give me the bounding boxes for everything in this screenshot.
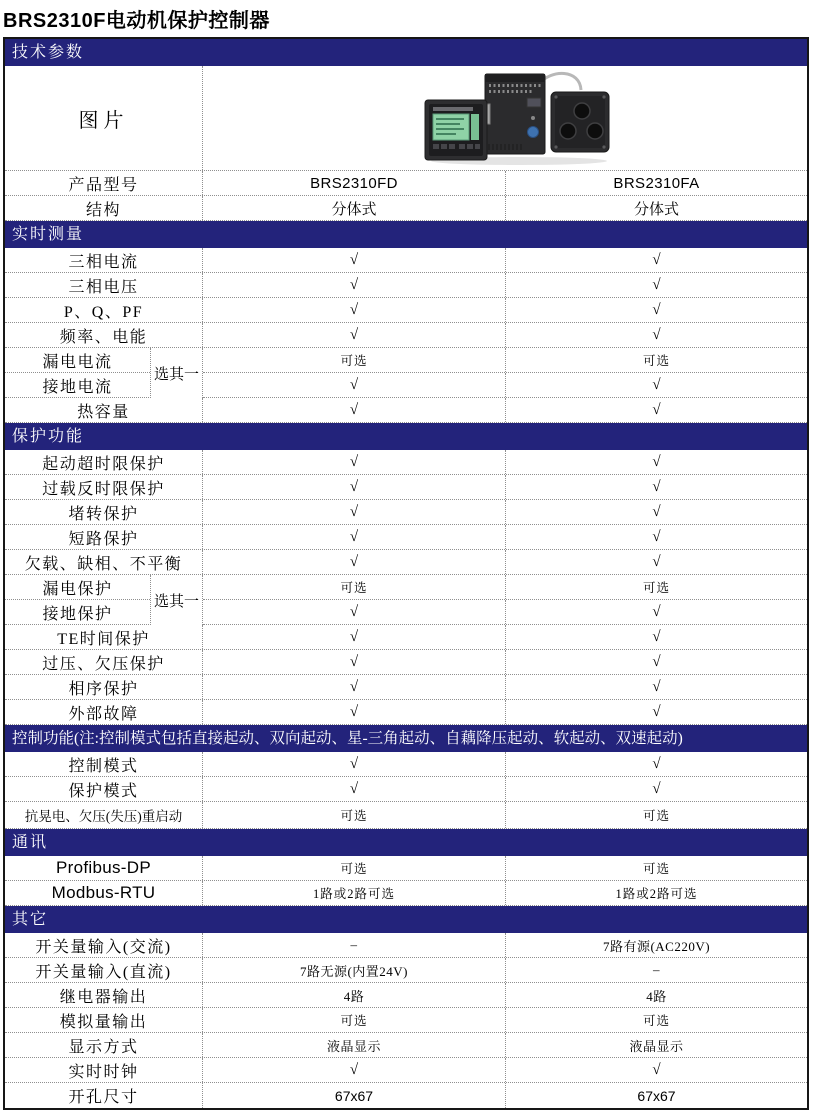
- choose-one-label: 选其一: [151, 348, 203, 398]
- row-value-1: √: [203, 450, 506, 474]
- spec-row: [5, 298, 807, 323]
- section-header-comm: 通讯: [5, 829, 807, 856]
- model-col1: BRS2310FD: [203, 171, 506, 195]
- spec-row: [5, 856, 807, 881]
- spec-row: [5, 248, 807, 273]
- section-header-control: 控制功能(注:控制模式包括直接起动、双向起动、星-三角起动、自藕降压起动、软起动、双速起动): [5, 725, 807, 752]
- row-value-1: √: [203, 525, 506, 549]
- row-value-1: √: [203, 475, 506, 499]
- spec-row: [5, 450, 807, 475]
- structure-label: 结构: [5, 196, 203, 220]
- product-image: [423, 70, 618, 166]
- row-value-2: √: [652, 401, 661, 418]
- page-title: BRS2310F电动机保护控制器: [3, 10, 270, 32]
- row-value-2: √: [652, 276, 661, 293]
- section-header-tech-params: 技术参数: [5, 39, 807, 66]
- spec-row: [5, 650, 807, 675]
- lcd-screen: [433, 114, 469, 140]
- spec-table: [3, 37, 809, 1110]
- row-value-1: 67x67: [203, 1083, 506, 1108]
- row-label: P、Q、PF: [5, 298, 203, 322]
- spec-row: [5, 273, 807, 298]
- row-label: 外部故障: [5, 700, 203, 724]
- choose-one-group-measure: [5, 348, 807, 398]
- row-value-1: √: [203, 650, 506, 674]
- row-value-1: √: [203, 248, 506, 272]
- row-label: Modbus-RTU: [5, 881, 203, 905]
- row-label: 三相电流: [5, 248, 203, 272]
- structure-row: [5, 196, 807, 221]
- group-top-label: 漏电电流: [5, 348, 150, 373]
- row-value-2: √: [652, 301, 661, 318]
- row-value-2: √: [652, 478, 661, 495]
- row-value-1: √: [203, 700, 506, 724]
- row-value-1: √: [203, 1058, 506, 1082]
- row-value-2: √: [652, 678, 661, 695]
- section-header-realtime: 实时测量: [5, 221, 807, 248]
- row-value-1: √: [203, 752, 506, 776]
- structure-col2: 分体式: [633, 201, 679, 218]
- model-col2: BRS2310FA: [613, 174, 700, 192]
- row-value-2: √: [652, 503, 661, 520]
- row-value-2: 7路有源(AC220V): [602, 938, 711, 954]
- row-label: TE时间保护: [5, 625, 203, 649]
- choose-one-label: 选其一: [151, 575, 203, 625]
- section-header-other: 其它: [5, 906, 807, 933]
- model-row: [5, 171, 807, 196]
- spec-row: [5, 933, 807, 958]
- row-value-2: 67x67: [637, 1087, 676, 1104]
- row-label: 过载反时限保护: [5, 475, 203, 499]
- row-value-1: √: [203, 550, 506, 574]
- spec-row: [5, 398, 807, 423]
- row-value-2: 可选: [642, 809, 670, 823]
- model-label: 产品型号: [5, 171, 203, 195]
- group-bottom-value-1: √: [203, 600, 506, 624]
- row-label: 保护模式: [5, 777, 203, 801]
- spec-row: [5, 1008, 807, 1033]
- row-value-2: –: [653, 962, 660, 977]
- row-value-2: 1路或2路可选: [615, 887, 698, 901]
- spec-row: [5, 983, 807, 1008]
- row-label: 显示方式: [5, 1033, 203, 1057]
- row-label: 频率、电能: [5, 323, 203, 347]
- row-value-1: 可选: [203, 856, 506, 880]
- row-value-2: √: [652, 326, 661, 343]
- row-value-1: √: [203, 777, 506, 801]
- spec-row: [5, 752, 807, 777]
- row-value-2: √: [652, 780, 661, 797]
- row-value-2: 4路: [646, 988, 667, 1004]
- row-label: 热容量: [5, 398, 203, 422]
- row-value-1: 液晶显示: [203, 1033, 506, 1057]
- spec-row: [5, 777, 807, 802]
- group-top-value-2: 可选: [642, 354, 670, 368]
- row-label: 继电器输出: [5, 983, 203, 1007]
- current-transformer-image: [551, 92, 609, 152]
- spec-row: [5, 1033, 807, 1058]
- row-value-1: 可选: [203, 1008, 506, 1032]
- row-label: 实时时钟: [5, 1058, 203, 1082]
- row-value-2: √: [652, 453, 661, 470]
- section-header-protection: 保护功能: [5, 423, 807, 450]
- product-image-cell: [203, 66, 807, 170]
- spec-row: [5, 475, 807, 500]
- group-top-value-2: 可选: [642, 581, 670, 595]
- row-value-2: √: [652, 1061, 661, 1078]
- spec-row: [5, 323, 807, 348]
- row-value-1: 可选: [203, 802, 506, 828]
- row-value-1: –: [203, 933, 506, 957]
- choose-one-values: [203, 575, 807, 625]
- spec-row: [5, 802, 807, 829]
- group-bottom-label: 接地电流: [42, 378, 113, 396]
- row-label: 控制模式: [5, 752, 203, 776]
- row-value-1: √: [203, 298, 506, 322]
- choose-one-group-protect: [5, 575, 807, 625]
- row-label: 三相电压: [5, 273, 203, 297]
- image-row-label: 图片: [5, 66, 203, 170]
- row-label: 堵转保护: [5, 500, 203, 524]
- spec-row: [5, 675, 807, 700]
- group-top-label: 漏电保护: [5, 575, 150, 600]
- row-label: 抗晃电、欠压(失压)重启动: [5, 802, 203, 828]
- row-value-1: 7路无源(内置24V): [203, 958, 506, 982]
- controller-module-image: [485, 74, 545, 154]
- display-unit-image: [425, 100, 487, 160]
- spec-row: [5, 881, 807, 906]
- group-bottom-value-1: √: [203, 373, 506, 397]
- row-label: 相序保护: [5, 675, 203, 699]
- row-label: 过压、欠压保护: [5, 650, 203, 674]
- spec-row: [5, 700, 807, 725]
- row-value-2: √: [652, 703, 661, 720]
- row-label: 开孔尺寸: [5, 1083, 203, 1108]
- choose-one-left: [5, 348, 151, 398]
- row-value-1: √: [203, 323, 506, 347]
- row-label: 开关量输入(交流): [5, 933, 203, 957]
- row-value-2: √: [652, 628, 661, 645]
- row-value-2: 可选: [642, 862, 670, 876]
- row-label: Profibus-DP: [5, 856, 203, 880]
- row-value-1: √: [203, 273, 506, 297]
- spec-row: [5, 1058, 807, 1083]
- image-row: [5, 66, 807, 171]
- group-top-value-1: 可选: [203, 575, 506, 599]
- row-value-1: 4路: [203, 983, 506, 1007]
- row-value-1: √: [203, 500, 506, 524]
- spec-row: [5, 550, 807, 575]
- row-value-2: √: [652, 528, 661, 545]
- row-value-2: √: [652, 553, 661, 570]
- row-value-2: √: [652, 251, 661, 268]
- structure-col1: 分体式: [203, 196, 506, 220]
- spec-row: [5, 525, 807, 550]
- row-value-2: √: [652, 755, 661, 772]
- group-bottom-value-2: √: [652, 376, 661, 393]
- group-bottom-label: 接地保护: [42, 605, 113, 623]
- row-value-2: 可选: [642, 1014, 670, 1028]
- row-value-1: 1路或2路可选: [203, 881, 506, 905]
- row-value-1: √: [203, 675, 506, 699]
- row-label: 起动超时限保护: [5, 450, 203, 474]
- row-label: 短路保护: [5, 525, 203, 549]
- spec-row: [5, 958, 807, 983]
- group-bottom-value-2: √: [652, 603, 661, 620]
- row-label: 欠载、缺相、不平衡: [5, 550, 203, 574]
- choose-one-left: [5, 575, 151, 625]
- row-value-1: √: [203, 398, 506, 422]
- spec-row: [5, 1083, 807, 1108]
- row-label: 开关量输入(直流): [5, 958, 203, 982]
- row-value-2: √: [652, 653, 661, 670]
- spec-row: [5, 625, 807, 650]
- spec-row: [5, 500, 807, 525]
- choose-one-values: [203, 348, 807, 398]
- row-label: 模拟量输出: [5, 1008, 203, 1032]
- group-top-value-1: 可选: [203, 348, 506, 372]
- row-value-2: 液晶显示: [629, 1038, 684, 1054]
- row-value-1: √: [203, 625, 506, 649]
